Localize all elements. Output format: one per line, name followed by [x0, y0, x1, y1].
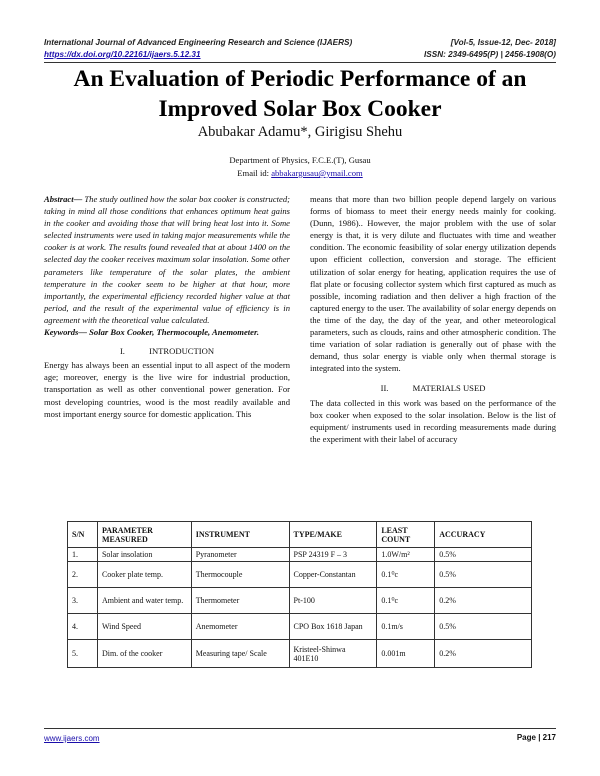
- volume-info: [Vol-5, Issue-12, Dec- 2018]: [450, 38, 556, 47]
- table-cell: 2.: [68, 562, 98, 588]
- table-cell: 0.2%: [435, 640, 532, 668]
- table-cell: 0.1⁰c: [377, 562, 435, 588]
- table-cell: 1.0W/m²: [377, 548, 435, 562]
- materials-number: II.: [380, 383, 389, 394]
- affiliation: Department of Physics, F.C.E.(T), Gusau: [229, 155, 371, 165]
- table-cell: Anemometer: [191, 614, 289, 640]
- keywords-label: Keywords—: [44, 327, 87, 338]
- left-column: [44, 193, 290, 420]
- intro-title: INTRODUCTION: [149, 346, 215, 357]
- table-cell: Dim. of the cooker: [97, 640, 191, 668]
- keywords-text: Solar Box Cooker, Thermocouple, Anemometer.: [89, 327, 260, 338]
- table-cell: Thermometer: [191, 588, 289, 614]
- site-link[interactable]: www.ijaers.com: [44, 734, 100, 743]
- table-header-cell: INSTRUMENT: [191, 522, 289, 548]
- table-cell: 1.: [68, 548, 98, 562]
- footer-rule: [44, 728, 556, 729]
- table-cell: PSP 24319 F – 3: [289, 548, 377, 562]
- intro-continued: means that more than two billion people depend largely on various forms of biomass to meet their energy needs mainly for cooking. (Dunn, 1986).. However, the major problem with the use of solar energy is that, it is very dilute and fluctuates with time and weather condition. The economic feasibility of solar energy utilization depends upon efficient collection, conversion and storage. The efficient utilization of solar energy for heating, application requires the use of flat plate or focusing collector system which first captured as much as possible, incoming radiation and then deliver a high fraction of the captured energy to the user. The availability of solar energy depends on the time of the day, the day of the year, and other meteorological parameters, such as clouds, rains and other atmospheric condition. The time variation of solar radiation is generally out of phase with the demand, thus solar energy is viable only when thermal storage is integrated into the system.: [310, 194, 556, 374]
- table-row: [68, 548, 532, 562]
- paper-title-line1: An Evaluation of Periodic Performance of an: [73, 66, 527, 92]
- table-header-cell: ACCURACY: [435, 522, 532, 548]
- table-cell: 0.1m/s: [377, 614, 435, 640]
- table-cell: Ambient and water temp.: [97, 588, 191, 614]
- table-cell: Thermocouple: [191, 562, 289, 588]
- table-cell: 0.2%: [435, 588, 532, 614]
- table-header-cell: TYPE/MAKE: [289, 522, 377, 548]
- authors: Abubakar Adamu*, Girigisu Shehu: [197, 124, 403, 140]
- paper-title-line2: Improved Solar Box Cooker: [158, 96, 442, 122]
- table-header-row: [68, 522, 532, 548]
- table-header-cell: S/N: [68, 522, 98, 548]
- header-rule: [44, 62, 556, 63]
- table-cell: 0.1⁰c: [377, 588, 435, 614]
- intro-number: I.: [119, 346, 125, 357]
- email-line: [0, 168, 600, 178]
- table-header-cell: LEAST COUNT: [377, 522, 435, 548]
- table-cell: Pt-100: [289, 588, 377, 614]
- table-cell: CPO Box 1618 Japan: [289, 614, 377, 640]
- table-cell: Pyranometer: [191, 548, 289, 562]
- materials-text: The data collected in this work was based on the performance of the box cooker when exposed to the solar insolation. Below is the list of equipment/ instruments used in recording measurements made during the experiment with their label of accuracy: [310, 397, 556, 444]
- right-column: [310, 193, 556, 445]
- table-cell: 5.: [68, 640, 98, 668]
- table-cell: Cooker plate temp.: [97, 562, 191, 588]
- page-number: Page | 217: [516, 733, 556, 742]
- journal-name: International Journal of Advanced Engineering Research and Science (IJAERS): [44, 38, 353, 47]
- email-link[interactable]: abbakargusau@ymail.com: [271, 168, 363, 178]
- table-cell: 0.5%: [435, 614, 532, 640]
- table-row: [68, 640, 532, 668]
- table-cell: 0.5%: [435, 548, 532, 562]
- abstract-label: Abstract—: [44, 194, 83, 204]
- issn-info: ISSN: 2349-6495(P) | 2456-1908(O): [424, 50, 556, 59]
- table-cell: 0.5%: [435, 562, 532, 588]
- table-cell: 0.001m: [377, 640, 435, 668]
- abstract-text: The study outlined how the solar box cooker is constructed; taking in mind all those conditions that enhances optimum heat gains in the cooker and avoiding those that will bring heat lost into it. Some selected instruments were used in taking major measurements while the cooker is at work. The results found revealed that at about 1400 on the selected day the cooker receives maximum solar insolation. Some other parameters like temperature of the solar plates, the ambient temperature in the cooker seem to be higher at that hour, more importantly, the experimental efficiency recorded higher value at that period, and the result of the experimental value of efficiency is in agreement with the theoretical value calculated.: [44, 194, 290, 325]
- section-heading-materials: [310, 382, 556, 394]
- instruments-table: [67, 521, 532, 668]
- keywords: [44, 326, 290, 338]
- table-cell: 4.: [68, 614, 98, 640]
- section-heading-intro: [44, 345, 290, 357]
- doi-link[interactable]: https://dx.doi.org/10.22161/ijaers.5.12.31: [44, 50, 201, 59]
- table-cell: Copper-Constantan: [289, 562, 377, 588]
- materials-title: MATERIALS USED: [412, 383, 486, 394]
- table-header-cell: PARAMETER MEASURED: [97, 522, 191, 548]
- table-row: [68, 614, 532, 640]
- table-cell: Kristeel-Shinwa 401E10: [289, 640, 377, 668]
- table-cell: Solar insolation: [97, 548, 191, 562]
- table-cell: Wind Speed: [97, 614, 191, 640]
- table-cell: 3.: [68, 588, 98, 614]
- table-row: [68, 562, 532, 588]
- table-cell: Measuring tape/ Scale: [191, 640, 289, 668]
- email-label: Email id:: [237, 168, 270, 178]
- intro-text: Energy has always been an essential input to all aspect of the modern age; moreover, energy is the live wire for industrial production, transportation as well as other conventional power generation. For most developing countries, wood is the most readily available and most important energy source for domestic application. This: [44, 360, 290, 419]
- table-row: [68, 588, 532, 614]
- abstract: [44, 193, 290, 326]
